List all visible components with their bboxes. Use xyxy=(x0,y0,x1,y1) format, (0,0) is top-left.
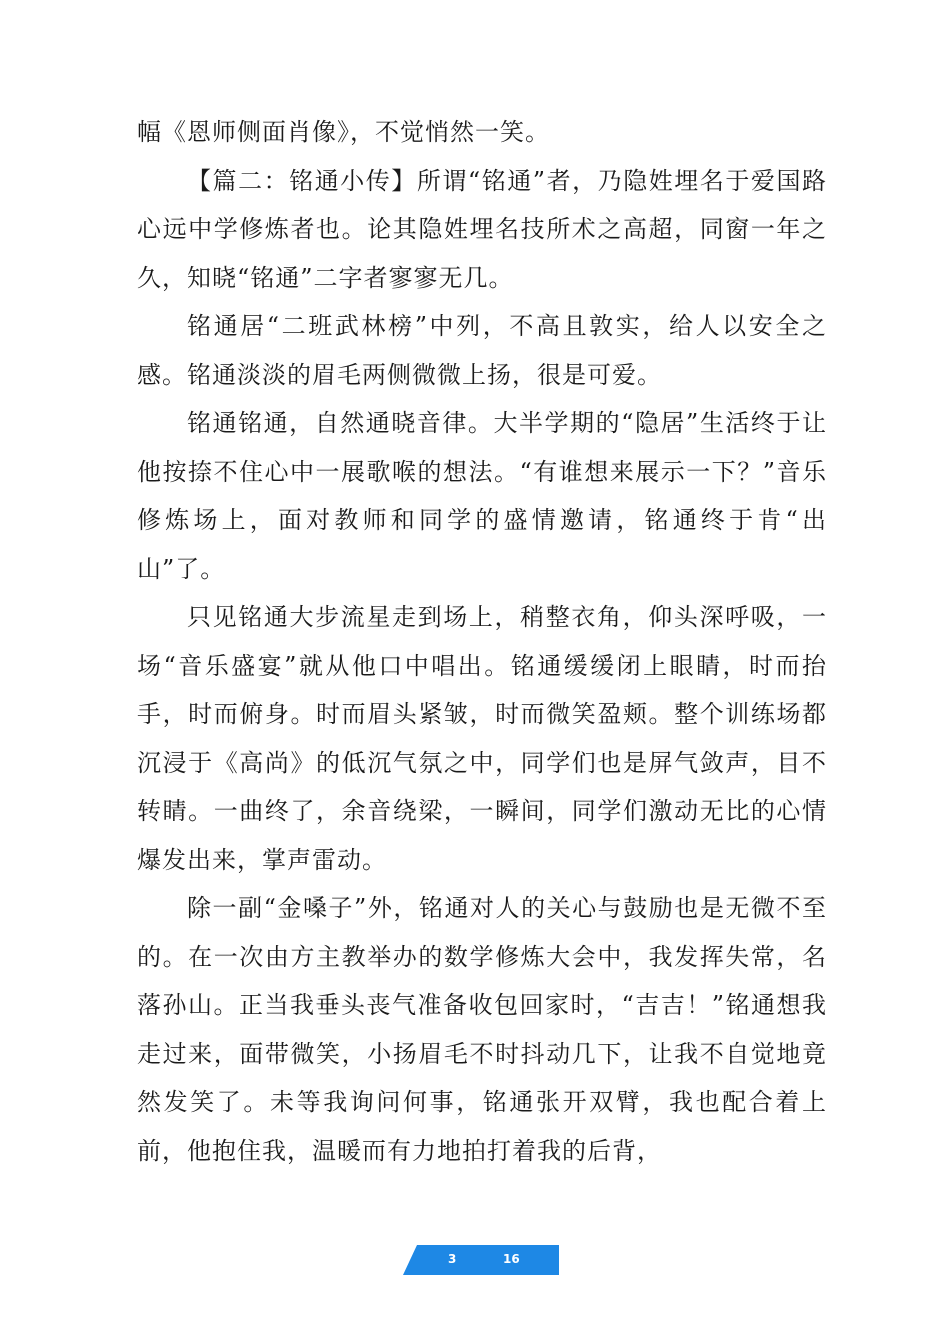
current-page-number: 3 xyxy=(448,1252,457,1266)
page-badge-shape xyxy=(403,1245,559,1275)
page-number-badge xyxy=(403,1245,559,1275)
body-text xyxy=(137,108,827,1175)
paragraph: 只见铭通大步流星走到场上，稍整衣角，仰头深呼吸，一场“音乐盛宴”就从他口中唱出。铭通缓缓闭上眼睛，时而抬手，时而俯身。时而眉头紧皱，时而微笑盈颊。整个训练场都沉浸于《高尚》的低沉气氛之中，同学们也是屏气敛声，目不转睛。一曲终了，余音绕梁，一瞬间，同学们激动无比的心情爆发出来，掌声雷动。 xyxy=(137,603,827,874)
paragraph: 除一副“金嗓子”外，铭通对人的关心与鼓励也是无微不至的。在一次由方主教举办的数学修炼大会中，我发挥失常，名落孙山。正当我垂头丧气准备收包回家时，“吉吉！”铭通想我走过来，面带微笑，小扬眉毛不时抖动几下，让我不自觉地竟然发笑了。未等我询问何事，铭通张开双臂，我也配合着上前，他抱住我，温暖而有力地拍打着我的后背， xyxy=(137,894,827,1165)
paragraph: 幅《恩师侧面肖像》，不觉悄然一笑。 xyxy=(137,118,550,146)
paragraph: 铭通居“二班武林榜”中列，不高且敦实，给人以安全之感。铭通淡淡的眉毛两侧微微上扬，很是可爱。 xyxy=(137,312,827,389)
paragraph: 铭通铭通，自然通晓音律。大半学期的“隐居”生活终于让他按捺不住心中一展歌喉的想法。“有谁想来展示一下？”音乐修炼场上，面对教师和同学的盛情邀请，铭通终于肯“出山”了。 xyxy=(137,409,827,583)
total-pages-number: 16 xyxy=(503,1252,520,1266)
paragraph: 【篇二：铭通小传】所谓“铭通”者，乃隐姓埋名于爱国路心远中学修炼者也。论其隐姓埋名技所术之高超，同窗一年之久，知晓“铭通”二字者寥寥无几。 xyxy=(137,166,827,292)
